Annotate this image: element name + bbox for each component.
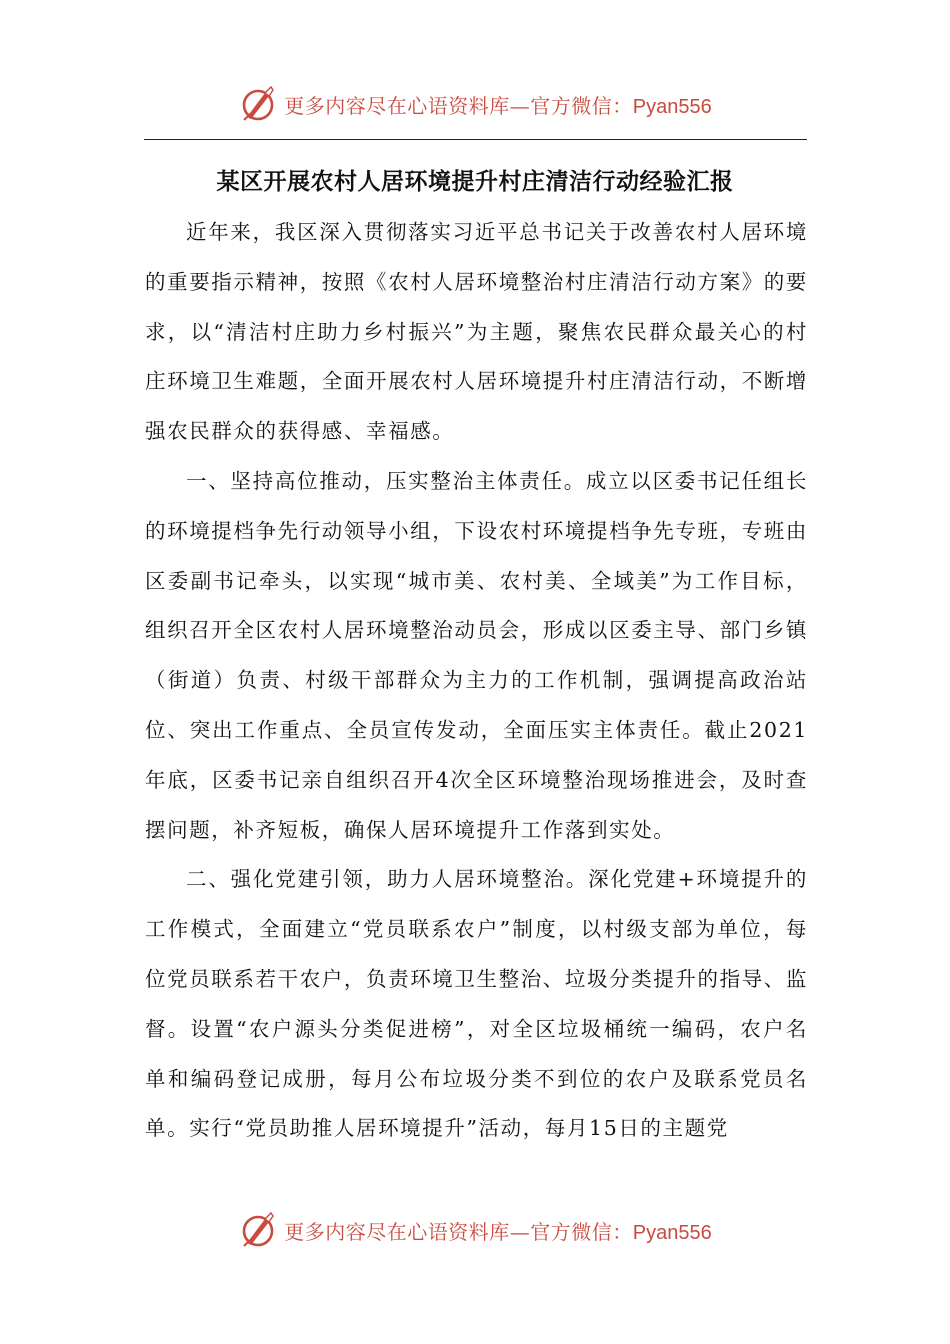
document-body xyxy=(145,208,808,1154)
header-watermark xyxy=(0,82,950,126)
footer-watermark xyxy=(0,1208,950,1252)
watermark-wechat-id: Pyan556 xyxy=(632,95,712,118)
watermark-wechat-id: Pyan556 xyxy=(632,1221,712,1244)
watermark-text xyxy=(284,1216,711,1245)
watermark-text xyxy=(284,90,711,119)
paragraph-section-1: 一、坚持高位推动，压实整治主体责任。成立以区委书记任组长的环境提档争先行动领导小组，下设农村环境提档争先专班，专班由区委副书记牵头，以实现“城市美、农村美、全域美”为工作目标，组织召开全区农村人居环境整治动员会，形成以区委主导、部门乡镇（街道）负责、村级干部群众为主力的工作机制，强调提高政治站位、突出工作重点、全员宣传发动，全面压实主体责任。截止2021年底，区委书记亲自组织召开4次全区环境整治现场推进会，及时查摆问题，补齐短板，确保人居环境提升工作落到实处。 xyxy=(145,468,808,842)
watermark-prefix: 更多内容尽在心语资料库—官方微信： xyxy=(284,93,633,118)
paragraph-intro: 近年来，我区深入贯彻落实习近平总书记关于改善农村人居环境的重要指示精神，按照《农村人居环境整治村庄清洁行动方案》的要求，以“清洁村庄助力乡村振兴”为主题，聚焦农民群众最关心的村庄环境卫生难题，全面开展农村人居环境提升村庄清洁行动，不断增强农民群众的获得感、幸福感。 xyxy=(145,220,808,444)
watermark-prefix: 更多内容尽在心语资料库—官方微信： xyxy=(284,1219,633,1244)
paragraph-section-2: 二、强化党建引领，助力人居环境整治。深化党建+环境提升的工作模式，全面建立“党员联系农户”制度，以村级支部为单位，每位党员联系若干农户，负责环境卫生整治、垃圾分类提升的指导、监督。设置“农户源头分类促进榜”，对全区垃圾桶统一编码，农户名单和编码登记成册，每月公布垃圾分类不到位的农户及联系党员名单。实行“党员助推人居环境提升”活动，每月15日的主题党 xyxy=(145,867,808,1141)
pen-logo-icon xyxy=(238,84,278,124)
pen-logo-icon xyxy=(238,1210,278,1250)
document-title: 某区开展农村人居环境提升村庄清洁行动经验汇报 xyxy=(216,169,734,195)
header-divider xyxy=(144,139,807,140)
